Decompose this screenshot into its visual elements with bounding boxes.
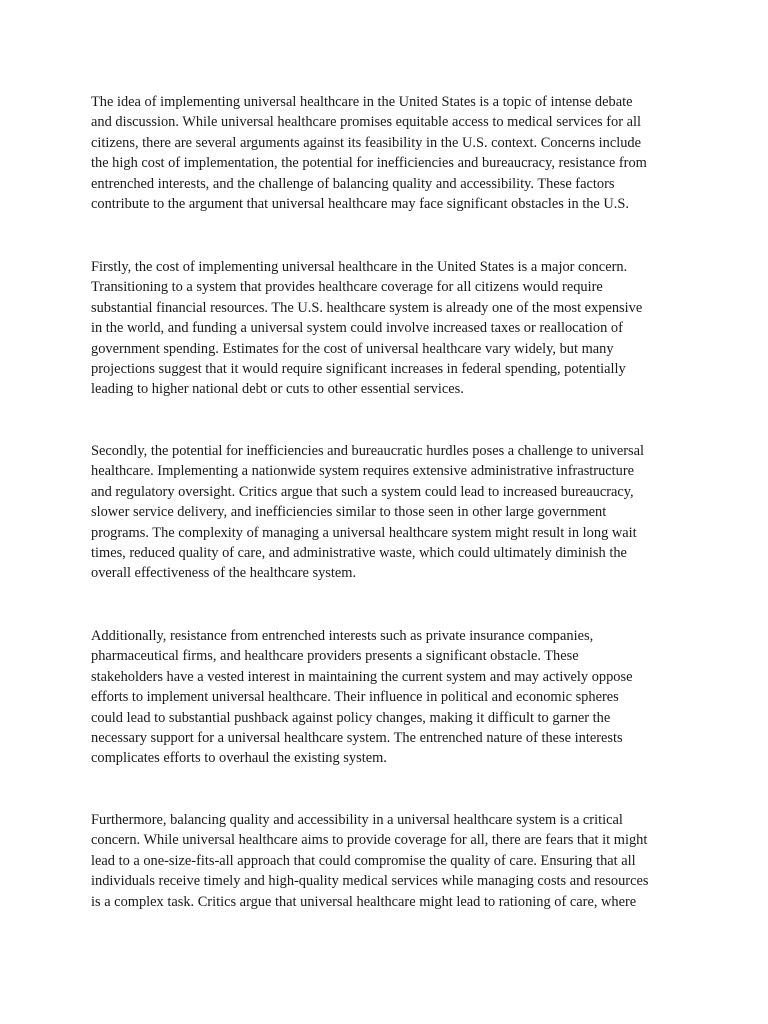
text-line: and discussion. While universal healthcare promises equitable access to medical services for all bbox=[91, 114, 641, 131]
text-line: Firstly, the cost of implementing universal healthcare in the United States is a major concern. bbox=[91, 259, 628, 275]
text-line: necessary support for a universal healthcare system. The entrenched nature of these interests bbox=[91, 729, 623, 746]
text-line: projections suggest that it would require significant increases in federal spending, potentially bbox=[91, 360, 626, 377]
text-line: leading to higher national debt or cuts to other essential services. bbox=[91, 381, 464, 398]
text-line: The idea of implementing universal healthcare in the United States is a topic of intense debate bbox=[91, 94, 633, 110]
text-line: substantial financial resources. The U.S. healthcare system is already one of the most expensive bbox=[91, 299, 643, 316]
paragraph-inefficiencies bbox=[91, 441, 691, 584]
paragraph-introduction bbox=[91, 92, 691, 214]
text-line: stakeholders have a vested interest in maintaining the current system and may actively oppose bbox=[91, 668, 633, 685]
paragraph-quality-accessibility bbox=[91, 810, 691, 912]
paragraph-cost bbox=[91, 257, 691, 400]
text-line: programs. The complexity of managing a universal healthcare system might result in long wait bbox=[91, 524, 637, 541]
text-line: lead to a one-size-fits-all approach that could compromise the quality of care. Ensuring that all bbox=[91, 852, 636, 869]
text-line: healthcare. Implementing a nationwide system requires extensive administrative infrastructure bbox=[91, 463, 635, 480]
text-line: Transitioning to a system that provides healthcare coverage for all citizens would require bbox=[91, 279, 603, 296]
text-line: the high cost of implementation, the potential for inefficiencies and bureaucracy, resistance from bbox=[91, 155, 647, 172]
text-line: slower service delivery, and inefficiencies similar to those seen in other large government bbox=[91, 504, 607, 521]
text-line: complicates efforts to overhaul the existing system. bbox=[91, 750, 387, 767]
text-line: and regulatory oversight. Critics argue that such a system could lead to increased bureaucracy, bbox=[91, 483, 634, 500]
text-line: efforts to implement universal healthcare. Their influence in political and economic spheres bbox=[91, 689, 619, 706]
text-line: is a complex task. Critics argue that universal healthcare might lead to rationing of care, where bbox=[91, 893, 637, 910]
text-line: Secondly, the potential for inefficiencies and bureaucratic hurdles poses a challenge to universal bbox=[91, 443, 645, 459]
text-line: Furthermore, balancing quality and accessibility in a universal healthcare system is a critical bbox=[91, 812, 623, 828]
text-line: Additionally, resistance from entrenched interests such as private insurance companies, bbox=[91, 628, 594, 644]
text-line: contribute to the argument that universal healthcare may face significant obstacles in the U.S. bbox=[91, 195, 630, 212]
text-line: government spending. Estimates for the cost of universal healthcare vary widely, but many bbox=[91, 340, 614, 357]
text-line: overall effectiveness of the healthcare system. bbox=[91, 565, 357, 582]
text-line: citizens, there are several arguments against its feasibility in the U.S. context. Concerns include bbox=[91, 134, 642, 151]
text-line: concern. While universal healthcare aims to provide coverage for all, there are fears that it might bbox=[91, 832, 648, 849]
text-line: pharmaceutical firms, and healthcare providers presents a significant obstacle. These bbox=[91, 648, 579, 665]
text-line: times, reduced quality of care, and administrative waste, which could ultimately diminish the bbox=[91, 544, 627, 561]
text-line: individuals receive timely and high-quality medical services while managing costs and resources bbox=[91, 873, 649, 890]
text-line: could lead to substantial pushback against policy changes, making it difficult to garner the bbox=[91, 709, 611, 726]
text-line: entrenched interests, and the challenge of balancing quality and accessibility. These factors bbox=[91, 175, 615, 192]
text-line: in the world, and funding a universal system could involve increased taxes or reallocation of bbox=[91, 320, 623, 337]
paragraph-entrenched-interests bbox=[91, 626, 691, 769]
